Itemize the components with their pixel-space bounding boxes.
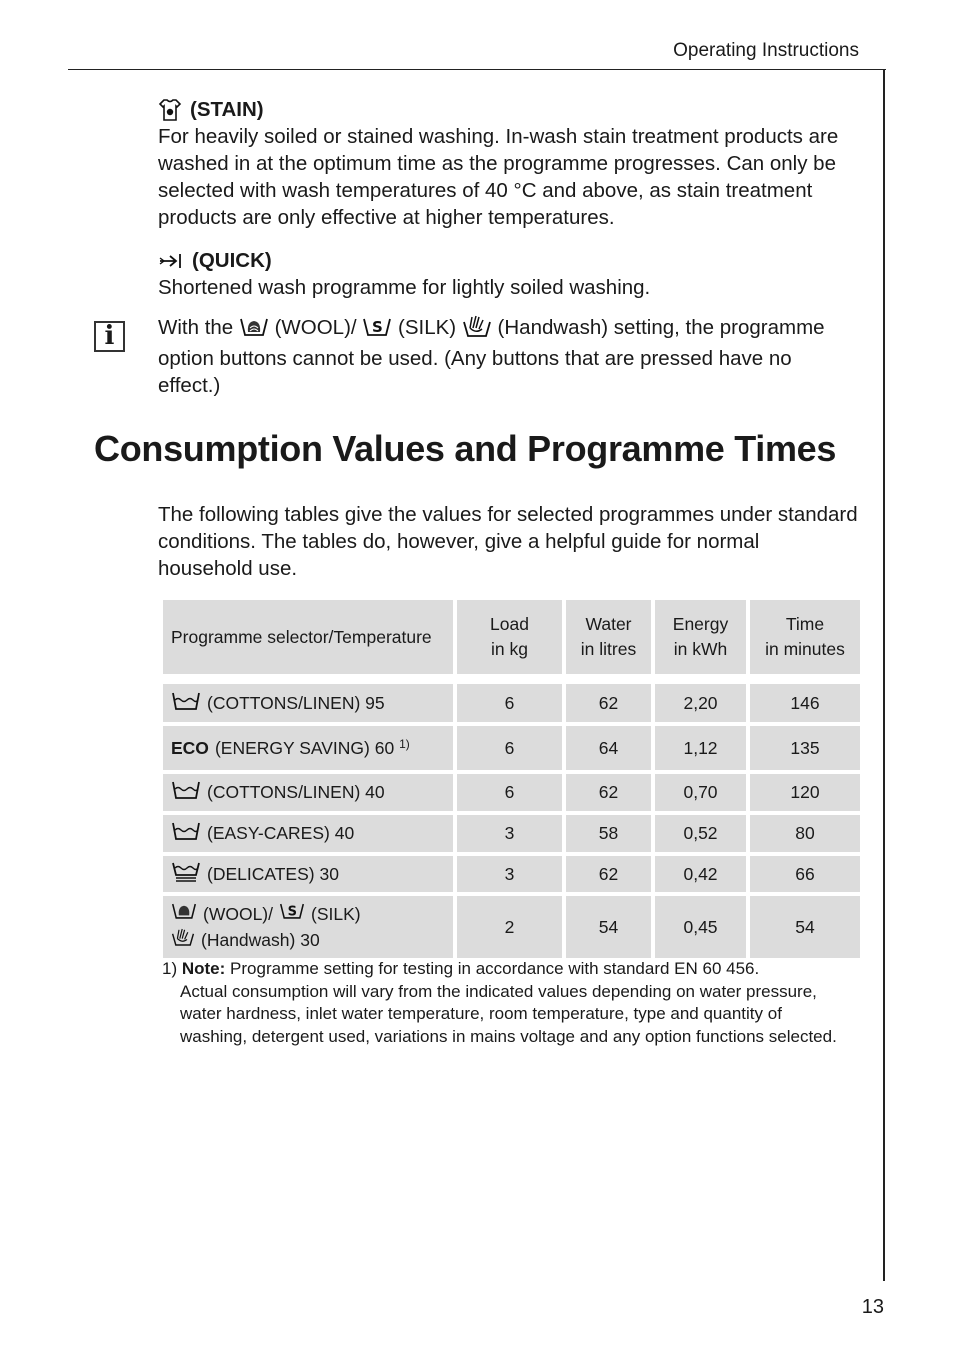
side-rule — [883, 69, 885, 1281]
cottons-tub-icon — [171, 691, 201, 716]
footnote-line1: Programme setting for testing in accordance with standard EN 60 456. — [230, 959, 760, 978]
delicates-tub-icon — [171, 861, 201, 888]
table-row: (COTTONS/LINEN) 40 6 62 0,70 120 — [161, 772, 862, 813]
header-programme: Programme selector/Temperature — [161, 598, 455, 676]
stain-section — [158, 96, 858, 231]
info-text-2: (WOOL)/ — [274, 316, 357, 339]
wool-icon — [171, 901, 197, 927]
section-title: Consumption Values and Programme Times — [94, 428, 837, 469]
stain-text: For heavily soiled or stained washing. In-wash stain treatment products are washed in at the optimum time as the programme progresses. Can only be selected with wash temperatures of 40 °C and above, as stain treatment products are only effective at higher temperatures. — [158, 125, 839, 229]
table-row: (DELICATES) 30 3 62 0,42 66 — [161, 854, 862, 894]
quick-section — [158, 247, 858, 301]
header-time: Time in minutes — [748, 598, 862, 676]
running-title: Operating Instructions — [673, 40, 859, 61]
silk-icon — [362, 316, 392, 345]
quick-text: Shortened wash programme for lightly soiled washing. — [158, 276, 651, 299]
consumption-table — [159, 596, 864, 962]
cottons-tub-icon — [171, 780, 201, 805]
stain-shirt-icon — [158, 98, 182, 122]
header-rule — [68, 69, 886, 70]
quick-title — [158, 247, 858, 274]
header-load: Load in kg — [455, 598, 564, 676]
info-icon: i — [94, 321, 125, 352]
wool-icon — [239, 316, 269, 345]
footnote — [162, 958, 842, 1048]
header-water: Water in litres — [564, 598, 653, 676]
easy-care-tub-icon — [171, 821, 201, 846]
footnote-rest: Actual consumption will vary from the indicated values depending on water pressure, water hardness, inlet water temperature, room temperature, type and quantity of washing, detergent used, variations in mains voltage and any option functions selected. — [180, 981, 837, 1046]
section-intro: The following tables give the values for selected programmes under standard conditions. The tables do, however, give a helpful guide for normal household use. — [158, 503, 858, 580]
quick-arrow-icon — [158, 251, 184, 271]
table-header-row — [161, 598, 862, 676]
table-row: (WOOL)/ S (SILK) (Handwash) 30 2 54 0,45 54 — [161, 894, 862, 960]
handwash-icon — [171, 927, 195, 953]
table-row: (COTTONS/LINEN) 95 6 62 2,20 146 — [161, 682, 862, 724]
handwash-icon — [462, 314, 492, 345]
header-energy: Energy in kWh — [653, 598, 748, 676]
info-note — [158, 314, 858, 399]
eco-label: ECO — [171, 738, 209, 758]
svg-text:S: S — [372, 318, 384, 336]
info-text-1: With the — [158, 316, 234, 339]
footnote-marker: 1) — [162, 959, 178, 978]
footnote-marker: 1) — [399, 737, 410, 751]
stain-title-label: (STAIN) — [190, 98, 264, 121]
table-row: ECO (ENERGY SAVING) 60 $^{1)}$ 6 64 1,12 135 — [161, 724, 862, 772]
svg-text:S: S — [287, 904, 298, 920]
silk-icon — [279, 901, 305, 927]
quick-title-label: (QUICK) — [192, 249, 272, 272]
stain-title — [158, 96, 858, 123]
info-text-3: (SILK) — [398, 316, 457, 339]
footnote-bold: Note: — [181, 959, 226, 978]
page-number: 13 — [861, 1296, 884, 1318]
info-text-4: (Handwash) setting, the programme option buttons cannot be used. (Any buttons that are pressed have no effect.) — [158, 316, 825, 397]
table-row: (EASY-CARES) 40 3 58 0,52 80 — [161, 813, 862, 854]
